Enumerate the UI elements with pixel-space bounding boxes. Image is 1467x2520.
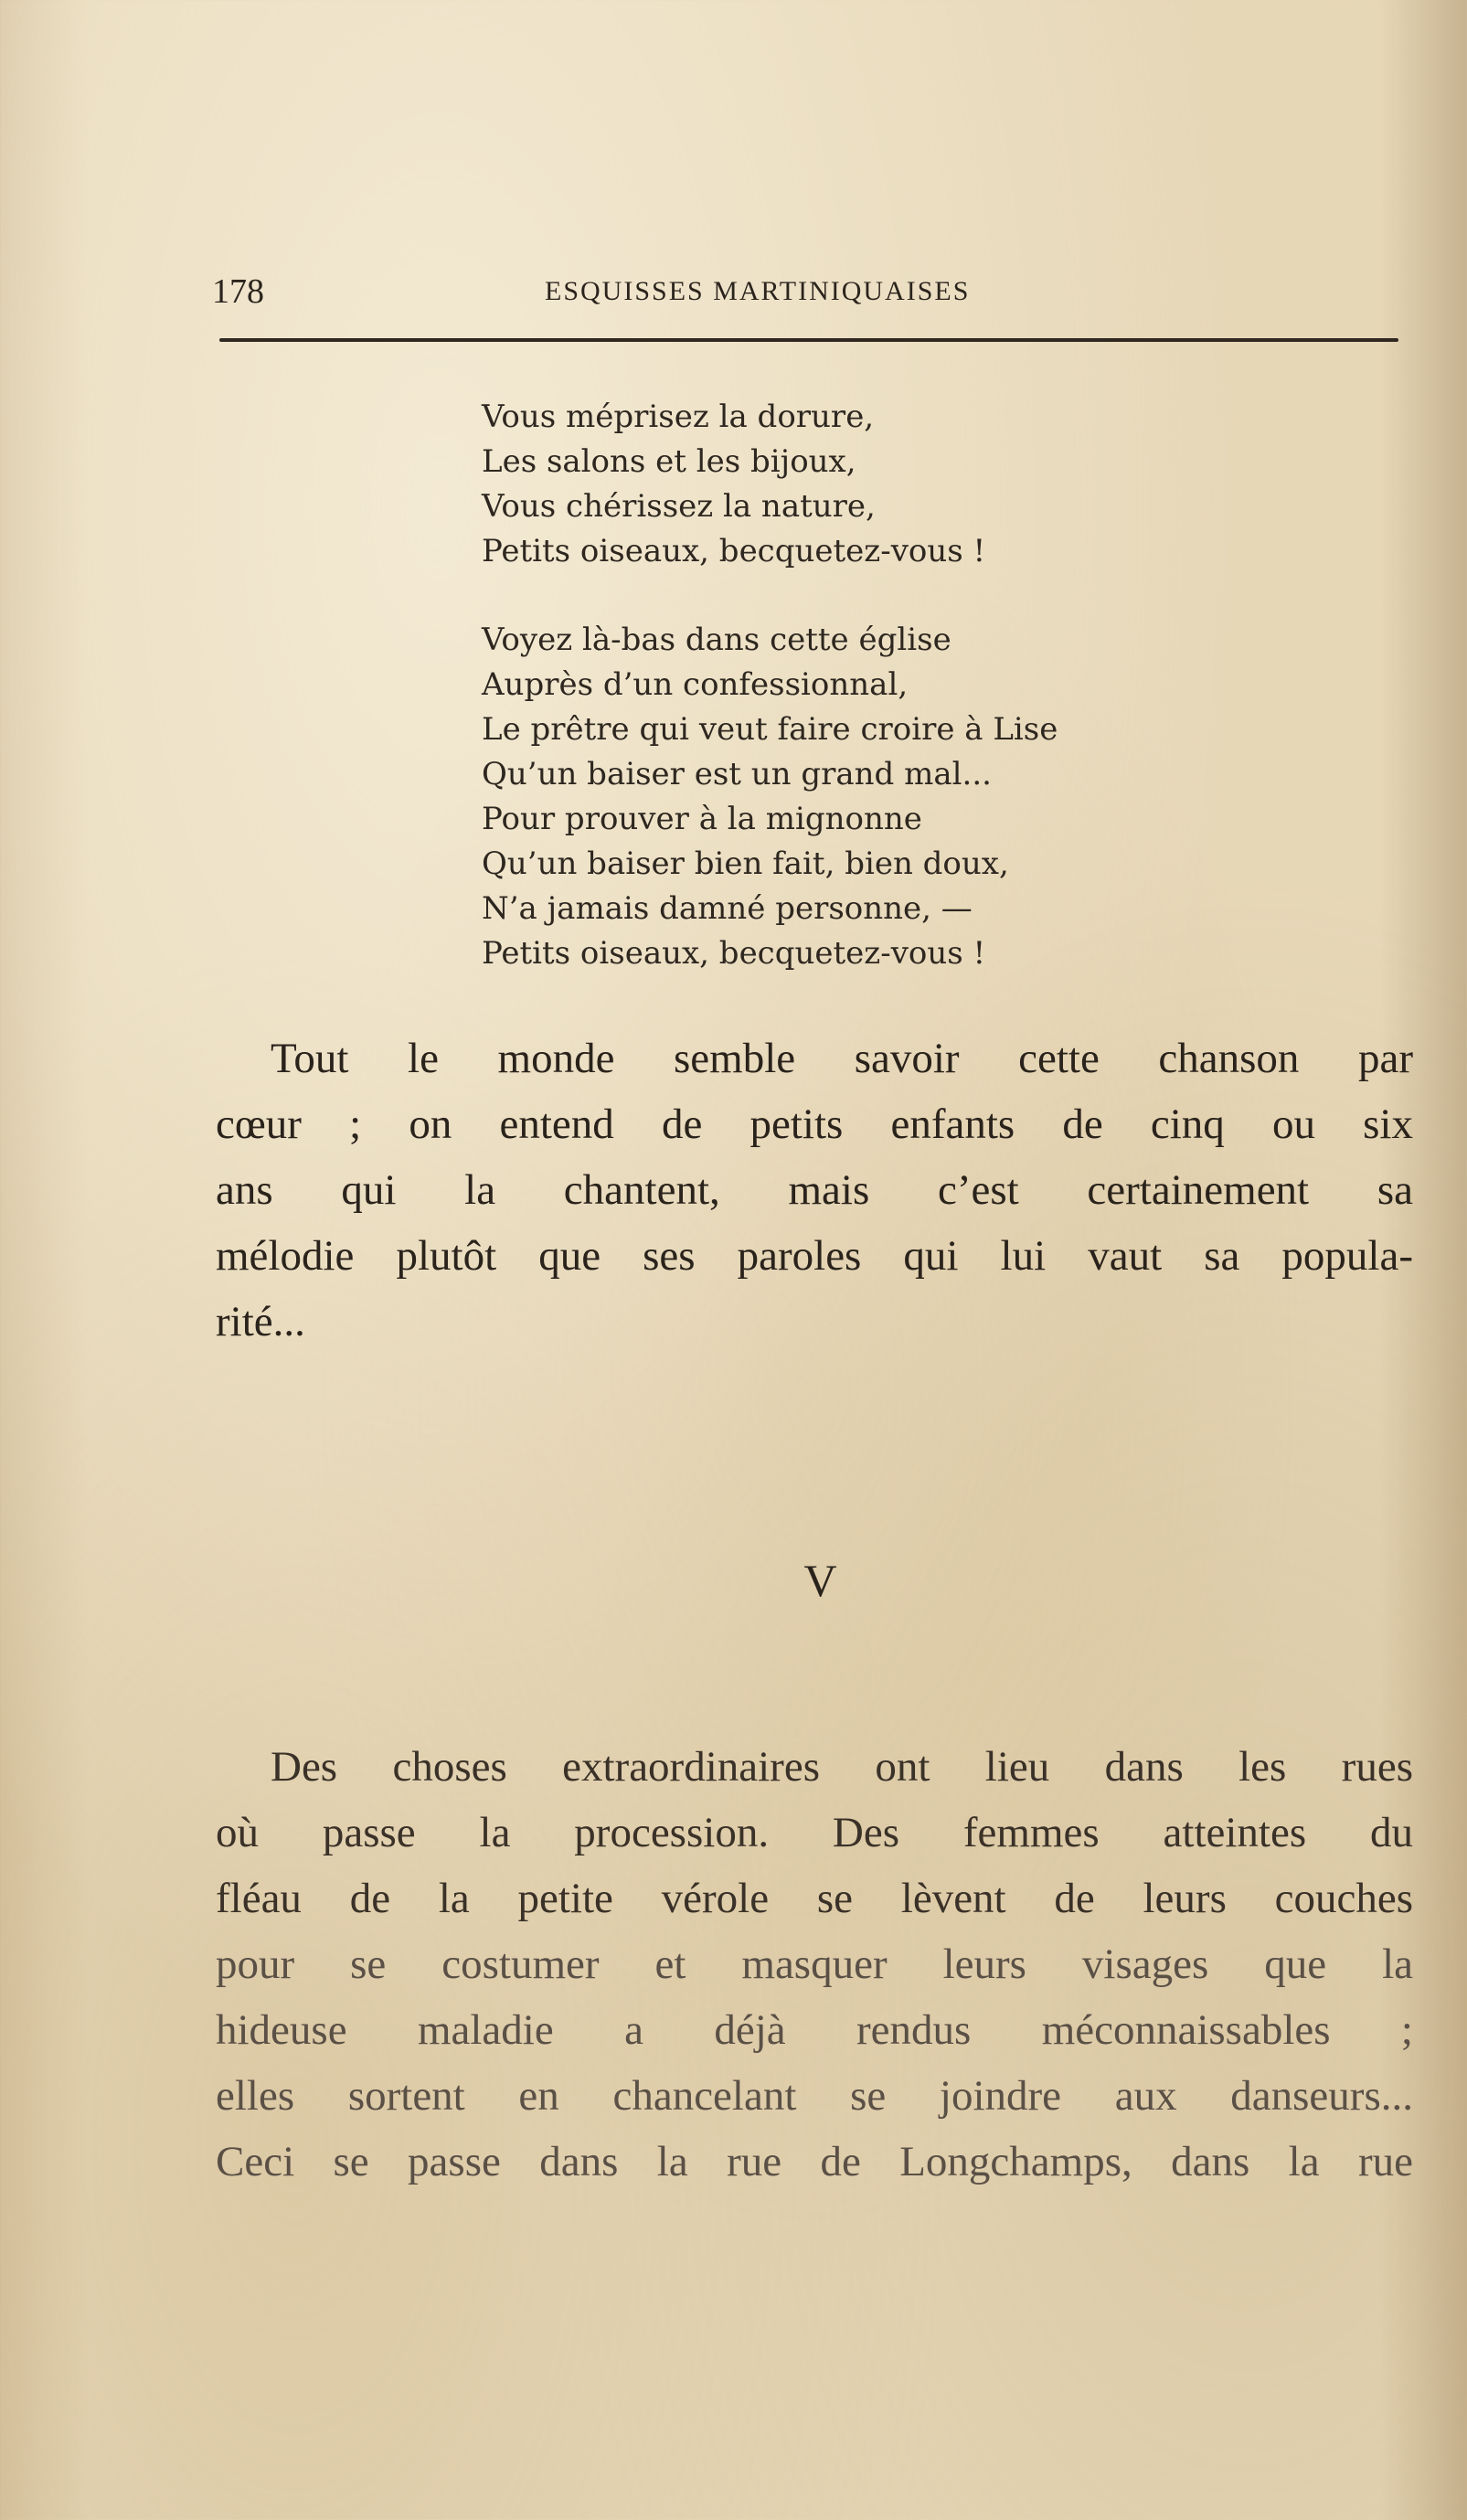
running-head: ESQUISSES MARTINIQUAISES bbox=[545, 276, 971, 306]
page-number: 178 bbox=[212, 272, 264, 311]
verse-line: Qu’un baiser bien fait, bien doux, bbox=[482, 845, 1009, 882]
header-rule bbox=[219, 338, 1398, 342]
paragraph-line: elles sortent en chancelant se joindre aux danseurs... bbox=[216, 2072, 1413, 2120]
verse-line: N’a jamais damné personne, — bbox=[482, 890, 973, 927]
paragraph-line: Des choses extraordinaires ont lieu dans les rues bbox=[271, 1743, 1413, 1791]
verse-line: Le prêtre qui veut faire croire à Lise bbox=[482, 711, 1058, 748]
paragraph-line: hideuse maladie a déjà rendus méconnaissables ; bbox=[216, 2006, 1413, 2054]
paragraph-line: Ceci se passe dans la rue de Longchamps, dans la rue bbox=[216, 2138, 1413, 2185]
verse-line: Vous chérissez la nature, bbox=[482, 488, 876, 525]
paragraph-line: Tout le monde semble savoir cette chanson par bbox=[271, 1035, 1413, 1082]
paragraph-line: rité... bbox=[216, 1298, 305, 1345]
verse-line: Voyez là-bas dans cette église bbox=[482, 622, 951, 658]
verse-line: Petits oiseaux, becquetez-vous ! bbox=[482, 533, 986, 569]
paragraph-line: fléau de la petite vérole se lèvent de leurs couches bbox=[216, 1875, 1413, 1922]
verse-line: Petits oiseaux, becquetez-vous ! bbox=[482, 935, 986, 972]
verse-line: Les salons et les bijoux, bbox=[482, 443, 856, 480]
paragraph-line: où passe la procession. Des femmes atteintes du bbox=[216, 1809, 1413, 1856]
stanza-2 bbox=[482, 618, 1058, 976]
paragraph-line: mélodie plutôt que ses paroles qui lui vaut sa popula- bbox=[216, 1232, 1413, 1280]
verse-line: Qu’un baiser est un grand mal... bbox=[482, 756, 992, 792]
verse-block bbox=[482, 395, 1058, 976]
paragraph-line: pour se costumer et masquer leurs visages que la bbox=[216, 1941, 1413, 1988]
verse-line: Pour prouver à la mignonne bbox=[482, 801, 922, 837]
paragraph-line: cœur ; on entend de petits enfants de cinq ou six bbox=[216, 1101, 1413, 1148]
section-numeral: V bbox=[803, 1555, 837, 1606]
verse-line: Vous méprisez la dorure, bbox=[482, 399, 875, 435]
verse-line: Auprès d’un confessionnal, bbox=[482, 666, 909, 703]
stanza-1 bbox=[482, 395, 1058, 574]
paragraph-line: ans qui la chantent, mais c’est certainement sa bbox=[216, 1166, 1413, 1214]
paragraph-2 bbox=[216, 1734, 1413, 2195]
paragraph-1 bbox=[216, 1026, 1413, 1355]
